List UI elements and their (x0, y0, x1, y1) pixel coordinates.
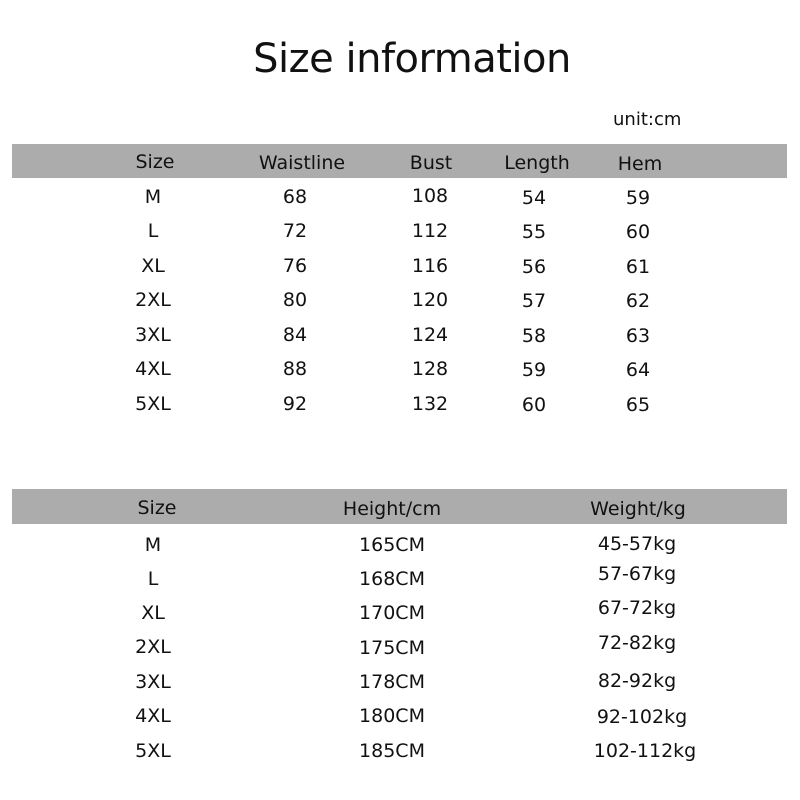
table2-weight: 102-112kg (593, 740, 697, 762)
table2-size: M (144, 534, 162, 556)
table1-length: 59 (521, 359, 547, 381)
table2-weight: 82-92kg (597, 670, 677, 692)
table1-bust: 124 (411, 324, 449, 346)
table1-bust: 108 (411, 185, 449, 207)
table1-size: 5XL (135, 393, 171, 415)
table1-size: M (144, 186, 162, 208)
table1-bust: 116 (411, 255, 449, 277)
table1-hem: 60 (625, 221, 651, 243)
table1-header-bust: Bust (409, 152, 453, 174)
table1-size: L (147, 220, 159, 242)
table1-waistline: 76 (282, 255, 308, 277)
table2-size: 4XL (135, 705, 171, 727)
table2-weight: 45-57kg (597, 533, 677, 555)
table1-size: 4XL (135, 358, 171, 380)
table1-size: 3XL (135, 324, 171, 346)
table2-weight: 92-102kg (596, 706, 688, 728)
table2-size: L (147, 568, 159, 590)
table1-bust: 120 (411, 289, 449, 311)
table1-waistline: 88 (282, 358, 308, 380)
table2-header-height: Height/cm (342, 498, 442, 520)
table1-length: 58 (521, 325, 547, 347)
table1-length: 56 (521, 256, 547, 278)
table1-hem: 62 (625, 290, 651, 312)
table2-height: 178CM (359, 671, 425, 693)
table1-bust: 112 (411, 220, 449, 242)
table1-waistline: 80 (282, 289, 308, 311)
table1-header-bar (12, 144, 787, 178)
table2-height: 168CM (359, 568, 425, 590)
table1-size: XL (141, 255, 165, 277)
page-title: Size information (253, 36, 571, 82)
table2-weight: 57-67kg (597, 563, 677, 585)
table1-length: 57 (521, 290, 547, 312)
table1-waistline: 68 (282, 186, 308, 208)
table1-header-waistline: Waistline (258, 152, 346, 174)
table1-header-length: Length (504, 152, 570, 174)
table2-weight: 67-72kg (597, 597, 677, 619)
table1-length: 55 (521, 221, 547, 243)
table2-header-weight: Weight/kg (590, 498, 686, 520)
table2-weight: 72-82kg (597, 632, 677, 654)
table2-size: 5XL (135, 740, 171, 762)
table1-bust: 128 (411, 358, 449, 380)
table1-length: 60 (521, 394, 547, 416)
table2-height: 180CM (359, 705, 425, 727)
table2-size: 2XL (135, 636, 171, 658)
unit-label: unit:cm (613, 109, 682, 130)
table1-hem: 59 (625, 187, 651, 209)
table2-height: 170CM (359, 602, 425, 624)
table2-size: XL (141, 602, 165, 624)
table2-size: 3XL (135, 671, 171, 693)
table2-header-size: Size (137, 497, 177, 519)
table2-height: 185CM (359, 740, 425, 762)
table1-length: 54 (521, 187, 547, 209)
table1-waistline: 84 (282, 324, 308, 346)
table1-hem: 65 (625, 394, 651, 416)
table1-hem: 64 (625, 359, 651, 381)
table1-hem: 61 (625, 256, 651, 278)
table1-hem: 63 (625, 325, 651, 347)
table1-bust: 132 (411, 393, 449, 415)
table1-waistline: 92 (282, 393, 308, 415)
table2-height: 175CM (359, 637, 425, 659)
table1-size: 2XL (135, 289, 171, 311)
table1-header-hem: Hem (617, 153, 663, 175)
table1-header-size: Size (135, 151, 175, 173)
table1-waistline: 72 (282, 220, 308, 242)
table2-height: 165CM (359, 534, 425, 556)
